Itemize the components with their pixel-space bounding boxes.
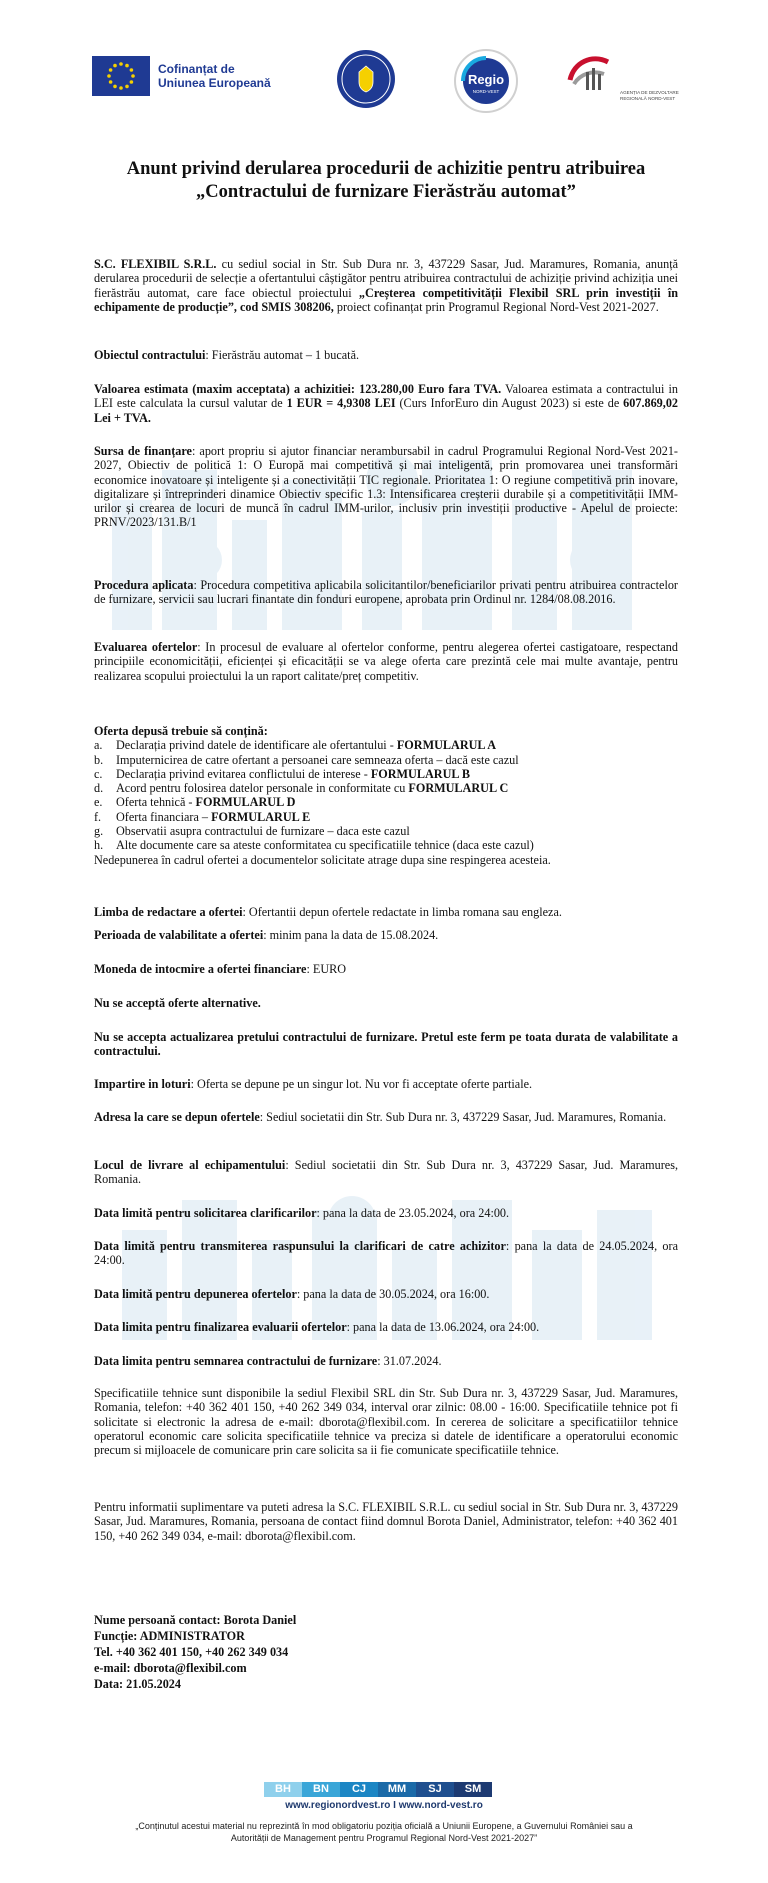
loturi-value: : Oferta se depune pe un singur lot. Nu vor fi acceptate oferte partiale. (190, 1077, 533, 1091)
exchange-rate: 1 EUR = 4,9308 LEI (286, 396, 396, 411)
page-title (94, 158, 678, 204)
footer-disclaimer: „Conținutul acestui material nu reprezintă în mod obligatoriu poziția oficială a Uniunii Europene, a Guvernului României sau a Autorității de Management pentru Programul Regional Nord-Vest 2021-2027” (135, 1821, 633, 1843)
oferta-item (94, 824, 678, 838)
raspuns-value: : pana la data de 24.05.2024, ora 24:00. (94, 1239, 678, 1268)
evaluare-paragraph (94, 640, 678, 683)
raspuns-label: Data limită pentru transmiterea raspunsului la clarificari de catre achizitor (94, 1239, 506, 1253)
oferta-item-text: Oferta tehnică - (116, 795, 196, 810)
title-line1: Anunt privind derularea procedurii de achizitie pentru atribuirea (126, 159, 646, 179)
intro-paragraph (94, 257, 678, 314)
oferta-item-letter: c. (94, 766, 103, 781)
county-badge: SM (454, 1782, 492, 1797)
finalizare-label: Data limita pentru finalizarea evaluarii ofertelor (94, 1320, 347, 1334)
clarificari-paragraph (94, 1206, 678, 1220)
perioada-paragraph (94, 928, 678, 942)
oferta-section (94, 724, 678, 867)
company-name: S.C. FLEXIBIL S.R.L. (94, 257, 217, 271)
oferta-item (94, 795, 678, 809)
oferta-item-letter: h. (94, 838, 104, 853)
procedura-value: : Procedura competitiva aplicabila solicitantilor/beneficiarilor privati pentru atribuirea contractelor de furnizare, servicii sau lucrari finantate din fonduri europene, aprobata prin Ordinul nr. 1284/08.08.2016. (94, 578, 678, 607)
oferta-item (94, 738, 678, 752)
actualizare-paragraph (94, 1030, 678, 1059)
valoare-paragraph (94, 382, 678, 425)
oferta-item-form: FORMULARUL E (211, 809, 311, 824)
oferta-item (94, 838, 678, 852)
valoare-text: Valoarea estimata a contractului in LEI este calculata la cursul valutar de (94, 382, 678, 411)
finalizare-value: : pana la data de 13.06.2024, ora 24:00. (346, 1320, 540, 1334)
oferta-item-text: Observatii asupra contractului de furnizare – daca este cazul (116, 824, 410, 839)
valoare-text2: (Curs InforEuro din August 2023) si este de (395, 396, 624, 411)
alternative-paragraph (94, 996, 678, 1010)
actualizare-text: Nu se accepta actualizarea pretului contractului de furnizare. Pretul este ferm pe toata durata de valabilitate a contractului. (94, 1030, 678, 1059)
oferta-item-letter: f. (94, 809, 102, 824)
regio-sub: NORD-VEST (472, 89, 500, 94)
depunere-label: Data limită pentru depunerea ofertelor (94, 1287, 297, 1301)
oferta-item-text: Alte documente care sa ateste conformitatea cu specificatiile tehnice (daca este cazul) (116, 838, 534, 853)
clarificari-label: Data limită pentru solicitarea clarificarilor (94, 1206, 317, 1220)
oferta-item (94, 767, 678, 781)
eu-text-line1: Cofinanțat de (158, 62, 235, 76)
contact-block (94, 1612, 296, 1692)
county-badge: CJ (340, 1782, 378, 1797)
evaluare-value: : In procesul de evaluare al ofertelor conforme, pentru alegerea ofertei castigatoare, respectand principiile economicității, eficienței și eficacității se va alege oferta care prezintă cele mai multe avantaje, pentru realizarea scopului proiectului la un raport calitate/preț competitiv. (94, 640, 678, 683)
government-seal (335, 48, 397, 110)
contact-tel: Tel. +40 362 401 150, +40 262 349 034 (94, 1645, 289, 1659)
raspuns-paragraph (94, 1239, 678, 1268)
oferta-footer: Nedepunerea în cadrul ofertei a documentelor solicitate atrage dupa sine respingerea acesteia. (94, 852, 551, 867)
moneda-label: Moneda de intocmire a ofertei financiare (94, 962, 307, 976)
depunere-value: : pana la data de 30.05.2024, ora 16:00. (296, 1287, 490, 1301)
oferta-item-form: FORMULARUL C (408, 781, 509, 796)
adresa-label: Adresa la care se depun ofertele (94, 1110, 260, 1124)
header-logos (92, 48, 682, 114)
oferta-item-letter: g. (94, 824, 104, 839)
valoare-total: 607.869,02 Lei + TVA. (94, 396, 678, 425)
sursa-paragraph (94, 444, 678, 530)
regio-logo (453, 48, 519, 114)
oferta-item-text: Oferta financiara – (116, 809, 212, 824)
oferta-item (94, 810, 678, 824)
obiect-value: : Fierăstrău automat – 1 bucată. (205, 348, 360, 362)
obiect-label: Obiectul contractului (94, 348, 206, 362)
semnare-paragraph (94, 1354, 678, 1368)
evaluare-label: Evaluarea ofertelor (94, 640, 198, 654)
oferta-item (94, 753, 678, 767)
county-bar (264, 1782, 492, 1797)
sursa-label: Sursa de finanțare (94, 444, 192, 458)
county-badge: MM (378, 1782, 416, 1797)
adresa-value: : Sediul societatii din Str. Sub Dura nr. 3, 437229 Sasar, Jud. Maramures, Romania. (259, 1110, 667, 1124)
oferta-item-text: Acord pentru folosirea datelor personale in conformitate cu (116, 781, 409, 796)
oferta-item-text: Declarația privind datele de identificare ale ofertantului - (116, 738, 397, 753)
oferta-item-letter: a. (94, 738, 103, 753)
moneda-value: : EURO (306, 962, 347, 976)
contact-date: Data: 21.05.2024 (94, 1677, 181, 1691)
oferta-heading: Oferta depusă trebuie să conțină: (94, 724, 268, 738)
loturi-paragraph (94, 1077, 678, 1091)
semnare-label: Data limita pentru semnarea contractului de furnizare (94, 1354, 378, 1368)
contact-role: Funcție: ADMINISTRATOR (94, 1629, 245, 1643)
eu-flag-icon (92, 56, 150, 96)
procedura-label: Procedura aplicata (94, 578, 194, 592)
oferta-item-letter: d. (94, 781, 104, 796)
contact-name: Nume persoană contact: Borota Daniel (94, 1613, 297, 1627)
moneda-paragraph (94, 962, 678, 976)
specificatii-paragraph: Specificatiile tehnice sunt disponibile la sediul Flexibil SRL din Str. Sub Dura nr. 3, 437229 Sasar, Jud. Maramures, Romania, telefon: +40 362 401 150, +40 262 349 034, interval orar zilnic: 08.00 - 16:00. Specificatiile tehnice pot fi solicitate si electronic la adresa de e-mail: dborota@flexibil.com. In cererea de solicitare a specificatiilor tehnice operatorul economic care solicita specificatiile tehnice va preciza si datele de identificare a operatorului economic precum si mijloacele de comunicare prin care solicita sa ii fie comunicate specificatiile tehnice. (94, 1386, 678, 1458)
county-badge: SJ (416, 1782, 454, 1797)
oferta-item-letter: b. (94, 752, 104, 767)
livrare-label: Locul de livrare al echipamentului (94, 1158, 286, 1172)
footer-websites[interactable]: www.regionordvest.ro I www.nord-vest.ro (285, 1800, 483, 1811)
oferta-item-form: FORMULARUL D (195, 795, 296, 810)
county-badge: BN (302, 1782, 340, 1797)
eu-logo (92, 56, 271, 96)
eu-text-line2: Uniunea Europeană (158, 76, 271, 90)
clarificari-value: : pana la data de 23.05.2024, ora 24:00. (316, 1206, 510, 1220)
livrare-value: : Sediul societatii din Str. Sub Dura nr. 3, 437229 Sasar, Jud. Maramures, Romania. (94, 1158, 678, 1187)
valoare-label: Valoarea estimata (maxim acceptata) a achizitiei: 123.280,00 Euro fara TVA. (94, 382, 502, 396)
adr-text: AGENȚIA DE DEZVOLTARE REGIONALĂ NORD-VEST (620, 90, 679, 101)
finalizare-paragraph (94, 1320, 678, 1334)
procedura-paragraph (94, 578, 678, 607)
oferta-item-form: FORMULARUL A (396, 738, 497, 753)
oferta-item-form: FORMULARUL B (370, 766, 471, 781)
obiect-paragraph (94, 348, 678, 362)
intro-text-end: proiect cofinanțat prin Programul Regional Nord-Vest 2021-2027. (333, 299, 659, 314)
alternative-text: Nu se acceptă oferte alternative. (94, 996, 261, 1010)
depunere-paragraph (94, 1287, 678, 1301)
oferta-item-text: Imputernicirea de catre ofertant a persoanei care semneaza oferta – dacă este cazul (116, 752, 519, 767)
livrare-paragraph (94, 1158, 678, 1187)
title-line2: „Contractului de furnizare Fierăstrău automat” (196, 182, 576, 202)
limba-label: Limba de redactare a ofertei (94, 905, 243, 919)
semnare-value: : 31.07.2024. (377, 1354, 442, 1368)
county-badge: BH (264, 1782, 302, 1797)
oferta-list (94, 738, 678, 852)
limba-value: : Ofertantii depun ofertele redactate in limba romana sau engleza. (242, 905, 562, 919)
adr-nord-vest-logo (562, 50, 682, 112)
contact-email: e-mail: dborota@flexibil.com (94, 1661, 247, 1675)
informatii-paragraph: Pentru informatii suplimentare va puteti adresa la S.C. FLEXIBIL S.R.L. cu sediul social in Str. Sub Dura nr. 3, 437229 Sasar, Jud. Maramures, Romania, persoana de contact fiind domnul Borota Daniel, Administrator, telefon: +40 362 401 150, +40 262 349 034, e-mail: dborota@flexibil.com. (94, 1500, 678, 1543)
loturi-label: Impartire in loturi (94, 1077, 191, 1091)
perioada-label: Perioada de valabilitate a ofertei (94, 928, 264, 942)
intro-text: cu sediul social in Str. Sub Dura nr. 3, 437229 Sasar, Jud. Maramures, Romania, anunță derularea procedurii de selecție a ofertantului câștigător pentru atribuirea contractului de achiziție privind achiziția unei fierăstrău automat, care face obiectul proiectului (94, 257, 678, 300)
perioada-value: : minim pana la data de 15.08.2024. (263, 928, 439, 942)
sursa-value: : aport propriu si ajutor financiar nerambursabil in cadrul Programului Regional Nord-Vest 2021-2027, Obiectiv de politică 1: O Europă mai competitivă și mai inteligentă, prin promovarea unei transformări economice inovatoare și inteligente și a conectivității TIC regionale. Prioritatea 1: O regiune competitivă prin inovare, digitalizare și întreprinderi dinamice Obiectiv specific 1.3: Intensificarea creșterii durabile și a competitivității IMM-urilor și crearea de locuri de muncă în cadrul IMM-urilor, inclusiv prin investiții productive - Apelul de proiecte: PRNV/2023/131.B/1 (94, 444, 678, 530)
regio-label: Regio (467, 72, 505, 87)
oferta-item-text: Declarația privind evitarea conflictului de interese - (116, 766, 371, 781)
adresa-paragraph (94, 1110, 678, 1124)
limba-paragraph (94, 905, 678, 919)
oferta-item-letter: e. (94, 795, 103, 810)
project-name: „Creșterea competitivității Flexibil SRL prin investiții în echipamente de producție”, cod SMIS 308206, (94, 285, 678, 314)
oferta-item (94, 781, 678, 795)
